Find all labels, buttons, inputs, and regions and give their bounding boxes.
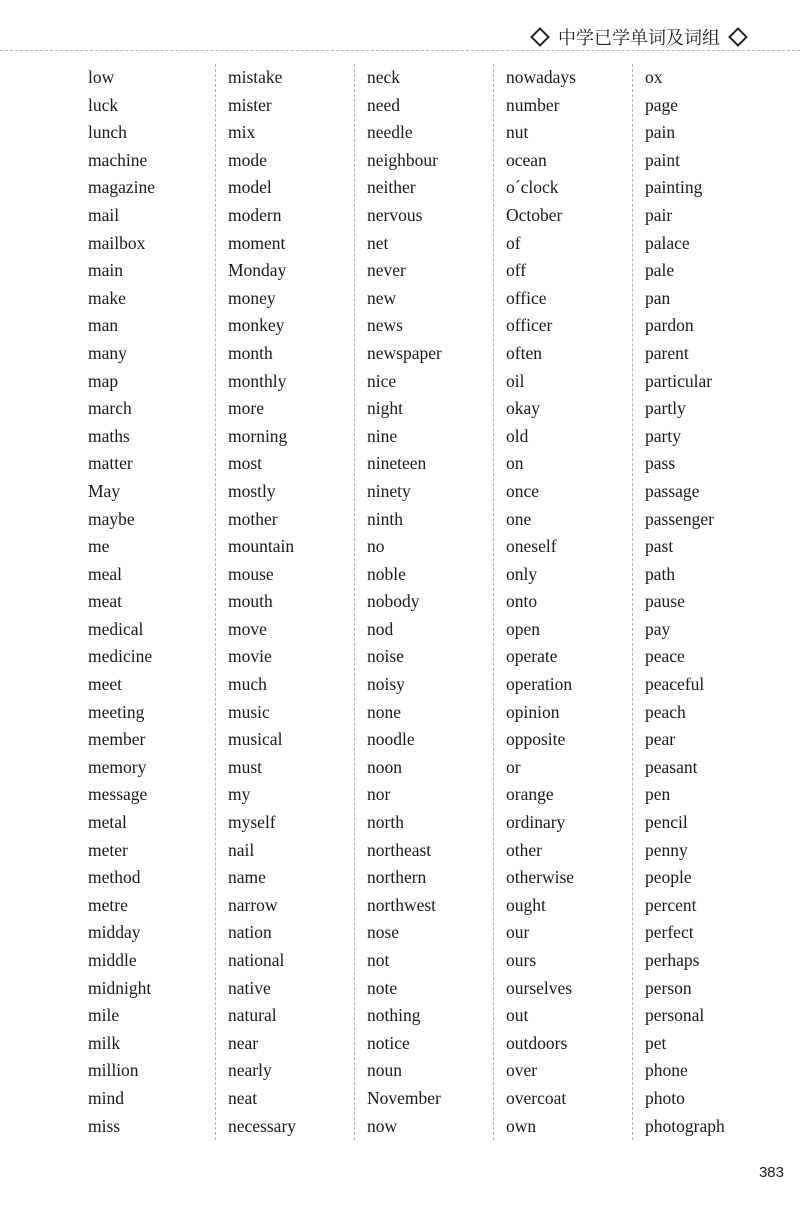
word-entry: ox [645, 67, 663, 87]
word-entry: operate [506, 646, 558, 667]
word-entry: parent [645, 342, 689, 363]
word-entry: noun [367, 1060, 402, 1081]
word-entry: perhaps [645, 950, 700, 970]
word-entry: maybe [88, 508, 135, 529]
word-entry: meat [88, 591, 123, 612]
word-entry: noon [367, 756, 402, 777]
word-entry: money [228, 287, 276, 308]
word-entry: low [88, 67, 115, 87]
word-entry: number [506, 94, 560, 115]
word-entry: note [367, 977, 398, 998]
word-entry: make [88, 287, 126, 308]
word-entry: October [506, 204, 563, 225]
word-entry: mode [228, 149, 267, 170]
word-entry: peaceful [645, 674, 705, 695]
word-entry: mountain [228, 536, 295, 557]
word-entry: outdoors [506, 1032, 568, 1053]
word-entry: mailbox [88, 232, 146, 253]
word-entry: onto [506, 591, 538, 612]
word-entry: nobody [367, 591, 420, 612]
word-entry: photo [645, 1087, 685, 1108]
word-entry: must [228, 756, 263, 777]
word-entry: noodle [367, 729, 415, 750]
word-entry: past [645, 536, 674, 557]
word-entry: ninety [367, 480, 411, 501]
word-entry: meet [88, 674, 123, 695]
word-entry: ours [506, 950, 537, 970]
word-entry: magazine [88, 177, 156, 198]
word-column [354, 64, 493, 1140]
word-entry: ocean [506, 149, 547, 170]
word-entry: middle [88, 950, 137, 970]
page-number: 383 [758, 1164, 784, 1181]
diamond-right-icon [728, 27, 748, 47]
word-entry: often [506, 342, 542, 363]
word-entry: native [228, 977, 271, 998]
word-entry: peasant [645, 756, 698, 777]
word-entry: lunch [88, 122, 127, 143]
word-entry: ourselves [506, 977, 573, 998]
word-entry: moment [228, 232, 286, 253]
header-divider [0, 50, 800, 51]
word-entry: move [228, 618, 267, 639]
word-entry: me [88, 536, 110, 557]
word-entry: meal [88, 563, 123, 584]
word-entry: nice [367, 370, 397, 391]
word-entry: person [645, 977, 692, 998]
word-entry: over [506, 1060, 538, 1081]
word-entry: particular [645, 370, 713, 391]
word-entry: neither [367, 177, 416, 198]
word-entry: none [367, 701, 402, 722]
word-entry: maths [88, 425, 130, 446]
word-entry: not [367, 950, 390, 970]
word-entry: matter [88, 453, 133, 474]
word-entry: pencil [645, 812, 688, 833]
word-entry: main [88, 260, 123, 281]
word-entry: monkey [228, 315, 285, 336]
word-entry: nothing [367, 1005, 421, 1026]
word-entry: overcoat [506, 1087, 567, 1108]
word-entry: music [228, 701, 270, 722]
word-entry: penny [645, 839, 688, 860]
word-entry: neck [367, 67, 401, 87]
word-entry: office [506, 287, 547, 308]
word-entry: luck [88, 94, 119, 115]
word-entry: pain [645, 122, 676, 143]
word-entry: phone [645, 1060, 688, 1081]
word-entry: operation [506, 674, 573, 695]
word-entry: page [645, 94, 679, 115]
word-entry: march [88, 398, 132, 419]
word-entry: member [88, 729, 146, 750]
word-entry: map [88, 370, 119, 391]
word-entry: percent [645, 894, 697, 915]
word-entry: new [367, 287, 397, 308]
word-entry: nail [228, 839, 255, 860]
word-entry: mind [88, 1087, 124, 1108]
word-entry: pair [645, 204, 673, 225]
word-entry: noble [367, 563, 406, 584]
word-entry: own [506, 1115, 537, 1136]
word-entry: mile [88, 1005, 120, 1026]
word-entry: nineteen [367, 453, 427, 474]
word-entry: our [506, 922, 530, 943]
word-entry: of [506, 232, 521, 253]
word-entry: month [228, 342, 273, 363]
word-entry: ninth [367, 508, 403, 529]
word-entry: pan [645, 287, 671, 308]
word-entry: national [228, 950, 285, 970]
word-entry: noise [367, 646, 404, 667]
word-entry: net [367, 232, 389, 253]
word-entry: midday [88, 922, 141, 943]
word-entry: milk [88, 1032, 121, 1053]
word-entry: many [88, 342, 127, 363]
word-entry: peace [645, 646, 685, 667]
word-column [76, 64, 215, 1140]
word-entry: once [506, 480, 540, 501]
word-entry: painting [645, 177, 703, 198]
word-entry: memory [88, 756, 147, 777]
word-entry: machine [88, 149, 148, 170]
word-entry: need [367, 94, 401, 115]
word-entry: mister [228, 94, 272, 115]
word-entry: nine [367, 425, 398, 446]
word-entry: million [88, 1060, 139, 1081]
word-entry: pear [645, 729, 676, 750]
word-entry: mostly [228, 480, 276, 501]
word-entry: monthly [228, 370, 287, 391]
word-entry: peach [645, 701, 686, 722]
word-entry: north [367, 812, 404, 833]
word-entry: mouse [228, 563, 274, 584]
word-entry: news [367, 315, 403, 336]
word-entry: November [367, 1087, 441, 1108]
word-entry: nut [506, 122, 529, 143]
word-entry: natural [228, 1005, 277, 1026]
word-entry: nearly [228, 1060, 272, 1081]
word-entry: nose [367, 922, 400, 943]
word-column [215, 64, 354, 1140]
word-entry: ordinary [506, 812, 566, 833]
diamond-left-icon [530, 27, 550, 47]
word-entry: one [506, 508, 532, 529]
word-entry: mouth [228, 591, 273, 612]
word-entry: partly [645, 398, 686, 419]
word-entry: out [506, 1005, 529, 1026]
word-entry: message [88, 784, 148, 805]
word-entry: model [228, 177, 272, 198]
word-entry: pause [645, 591, 685, 612]
word-entry: only [506, 563, 538, 584]
word-entry: perfect [645, 922, 694, 943]
word-entry: orange [506, 784, 554, 805]
word-entry: northeast [367, 839, 432, 860]
page-header [522, 24, 756, 50]
word-entry: notice [367, 1032, 410, 1053]
word-column [493, 64, 632, 1140]
word-entry: okay [506, 398, 541, 419]
word-entry: pen [645, 784, 671, 805]
word-entry: mistake [228, 67, 283, 87]
word-entry: needle [367, 122, 413, 143]
word-entry: northern [367, 867, 427, 888]
word-column [632, 64, 771, 1140]
word-entry: oil [506, 370, 525, 391]
word-entry: now [367, 1115, 398, 1136]
word-entry: northwest [367, 894, 437, 915]
word-entry: narrow [228, 894, 278, 915]
word-entry: open [506, 618, 541, 639]
word-entry: pet [645, 1032, 667, 1053]
word-entry: path [645, 563, 676, 584]
word-entry: my [228, 784, 251, 805]
word-columns [76, 64, 771, 1140]
word-entry: paint [645, 149, 680, 170]
word-entry: nowadays [506, 67, 576, 87]
word-entry: ought [506, 894, 546, 915]
word-entry: morning [228, 425, 288, 446]
word-entry: passenger [645, 508, 715, 529]
word-entry: method [88, 867, 141, 888]
word-entry: oneself [506, 536, 557, 557]
word-entry: meeting [88, 701, 145, 722]
header-title: 中学已学单词及词组 [558, 28, 720, 49]
word-entry: myself [228, 812, 276, 833]
word-entry: musical [228, 729, 283, 750]
word-entry: night [367, 398, 403, 419]
word-entry: mix [228, 122, 256, 143]
word-entry: pay [645, 618, 671, 639]
word-entry: pale [645, 260, 675, 281]
word-entry: necessary [228, 1115, 297, 1136]
word-entry: May [88, 480, 121, 501]
word-entry: metal [88, 812, 127, 833]
word-entry: Monday [228, 260, 287, 281]
word-entry: or [506, 756, 521, 777]
word-entry: old [506, 425, 529, 446]
word-entry: more [228, 398, 264, 419]
word-entry: neighbour [367, 149, 438, 170]
word-entry: mail [88, 204, 120, 225]
word-entry: pass [645, 453, 676, 474]
word-entry: name [228, 867, 266, 888]
word-entry: nation [228, 922, 272, 943]
word-entry: near [228, 1032, 259, 1053]
word-entry: personal [645, 1005, 705, 1026]
word-entry: most [228, 453, 263, 474]
word-entry: nor [367, 784, 391, 805]
word-entry: otherwise [506, 867, 575, 888]
word-entry: never [367, 260, 406, 281]
word-entry: movie [228, 646, 272, 667]
word-entry: other [506, 839, 542, 860]
word-entry: man [88, 315, 119, 336]
word-entry: metre [88, 894, 128, 915]
word-entry: pardon [645, 315, 694, 336]
word-entry: midnight [88, 977, 152, 998]
word-entry: noisy [367, 674, 405, 695]
word-entry: no [367, 536, 385, 557]
word-entry: passage [645, 480, 700, 501]
word-entry: off [506, 260, 527, 281]
word-entry: nervous [367, 204, 423, 225]
word-entry: modern [228, 204, 282, 225]
word-entry: palace [645, 232, 690, 253]
word-entry: on [506, 453, 524, 474]
word-entry: medical [88, 618, 144, 639]
word-entry: opinion [506, 701, 560, 722]
word-entry: party [645, 425, 681, 446]
word-entry: people [645, 867, 692, 888]
word-entry: newspaper [367, 342, 442, 363]
word-entry: meter [88, 839, 128, 860]
word-entry: opposite [506, 729, 566, 750]
word-entry: much [228, 674, 267, 695]
word-entry: miss [88, 1115, 121, 1136]
word-entry: mother [228, 508, 278, 529]
word-entry: neat [228, 1087, 258, 1108]
word-entry: medicine [88, 646, 153, 667]
word-entry: officer [506, 315, 553, 336]
word-entry: photograph [645, 1115, 725, 1136]
word-entry: nod [367, 618, 394, 639]
word-entry: o´clock [506, 177, 559, 198]
